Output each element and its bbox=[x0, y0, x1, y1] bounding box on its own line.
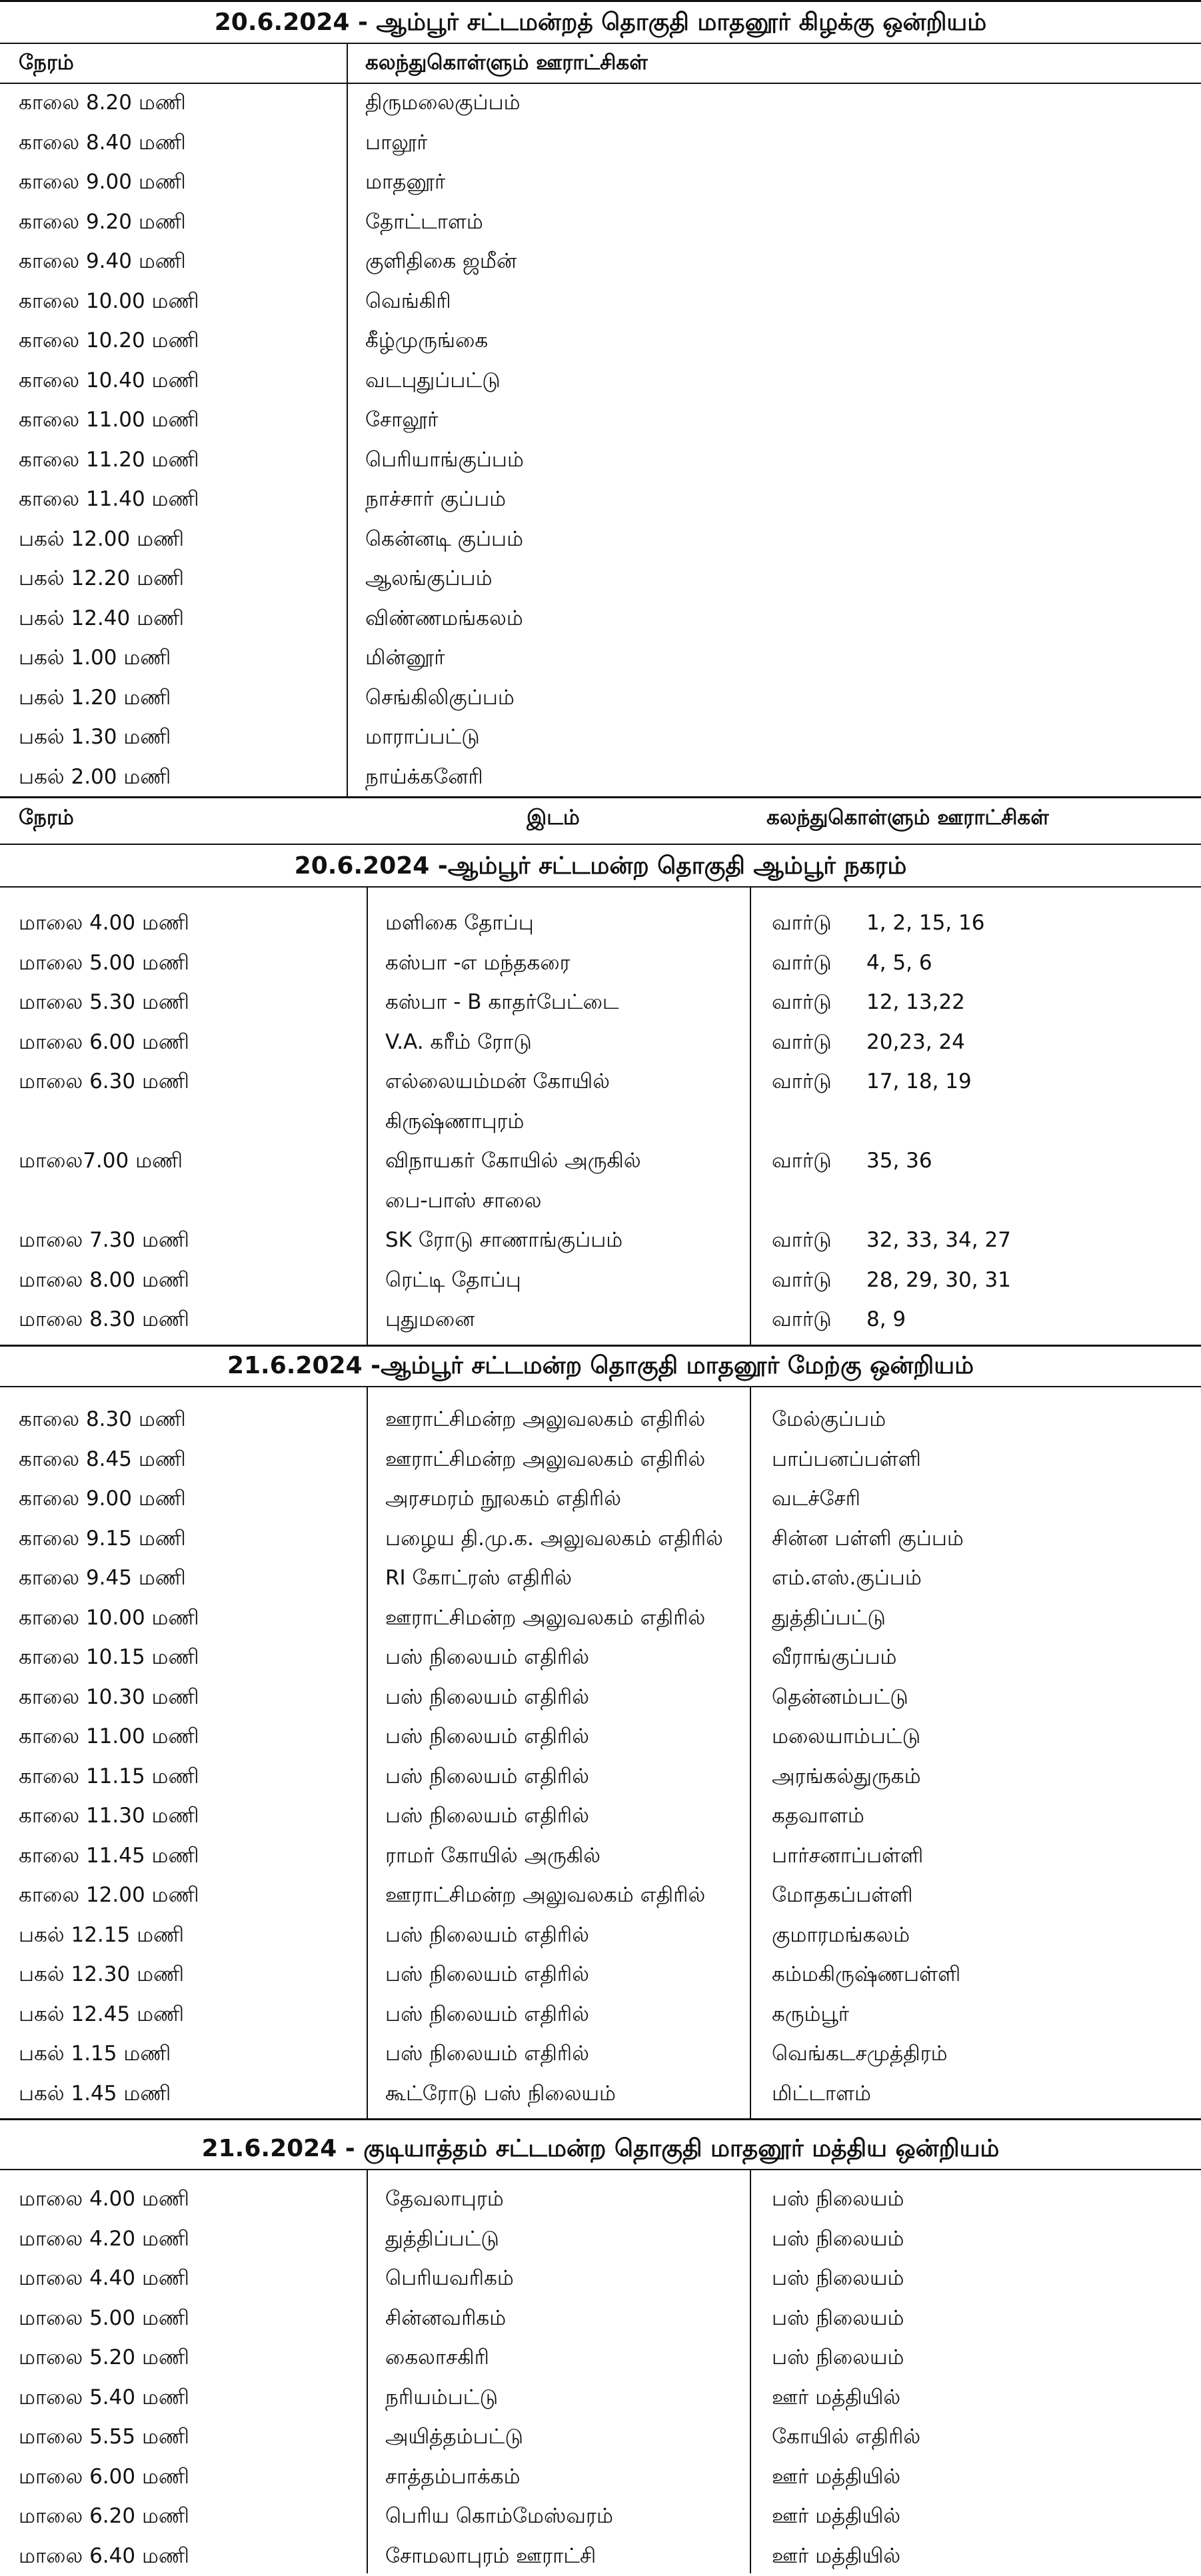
time-cell: காலை 11.00 மணி bbox=[19, 408, 199, 432]
panchayat-cell: வெங்கிரி bbox=[365, 289, 451, 313]
panchayat-cell: நாய்க்கனேரி bbox=[365, 764, 483, 789]
table-row bbox=[0, 2034, 1201, 2074]
table-row bbox=[0, 123, 1201, 163]
table-row bbox=[0, 1756, 1201, 1796]
table-row bbox=[0, 2417, 1201, 2457]
time-cell: காலை 8.20 மணி bbox=[19, 91, 186, 115]
time-cell: மாலை 5.20 மணி bbox=[19, 2345, 189, 2369]
panchayat-cell: மேல்குப்பம் bbox=[772, 1407, 886, 1431]
time-cell: பகல் 1.45 மணி bbox=[19, 2081, 171, 2106]
panchayat-cell: மோதகப்பள்ளி bbox=[772, 1883, 913, 1907]
time-cell: காலை 9.40 மணி bbox=[19, 249, 186, 273]
column-divider bbox=[347, 43, 348, 796]
table-row bbox=[0, 1677, 1201, 1717]
venue-cell: பஸ் நிலையம் எதிரில் bbox=[385, 1804, 589, 1828]
ward-label-cell: வார்டு bbox=[772, 1149, 832, 1173]
time-cell: காலை 8.40 மணி bbox=[19, 130, 186, 155]
column-divider bbox=[367, 2169, 368, 2573]
venue-cell: ஊராட்சிமன்ற அலுவலகம் எதிரில் bbox=[385, 1883, 706, 1907]
section2-title: 20.6.2024 -ஆம்பூர் சட்டமன்ற தொகுதி ஆம்பூர் நகரம் bbox=[294, 852, 907, 880]
venue-cell: துத்திப்பட்டு bbox=[385, 2226, 499, 2251]
panchayat-cell: மிட்டாளம் bbox=[772, 2081, 871, 2106]
location-cell: பஸ் நிலையம் bbox=[772, 2305, 904, 2330]
column-divider bbox=[750, 886, 751, 1345]
panchayat-cell: கென்னடி குப்பம் bbox=[365, 526, 524, 551]
venue-cell: மளிகை தோப்பு bbox=[385, 911, 534, 935]
table-row bbox=[0, 1519, 1201, 1559]
location-cell: ஊர் மத்தியில் bbox=[772, 2543, 901, 2568]
time-cell: மாலை 5.30 மணி bbox=[19, 990, 189, 1014]
time-cell: பகல் 12.20 மணி bbox=[19, 566, 185, 590]
time-cell: மாலை7.00 மணி bbox=[19, 1149, 183, 1173]
time-cell: காலை 9.45 மணி bbox=[19, 1566, 186, 1590]
table-row bbox=[0, 162, 1201, 202]
table-row bbox=[0, 943, 1201, 983]
panchayat-cell: மாதனூர் bbox=[365, 170, 446, 194]
venue-cell: எல்லையம்மன் கோயில் bbox=[385, 1069, 610, 1093]
table-row bbox=[0, 479, 1201, 519]
venue-cell: அரசமரம் நூலகம் எதிரில் bbox=[385, 1487, 621, 1511]
ward-label-cell: வார்டு bbox=[772, 1267, 832, 1292]
time-cell: காலை 11.15 மணி bbox=[19, 1764, 199, 1788]
panchayat-cell: மின்னூர் bbox=[365, 646, 445, 670]
venue-cell: கைலாசகிரி bbox=[385, 2345, 489, 2369]
panchayat-cell: கீழ்முருங்கை bbox=[365, 328, 489, 352]
table-row bbox=[0, 1875, 1201, 1915]
time-cell: காலை 9.00 மணி bbox=[19, 170, 186, 194]
time-cell: மாலை 8.30 மணி bbox=[19, 1307, 189, 1331]
venue-cell: ரெட்டி தோப்பு bbox=[385, 1267, 521, 1292]
time-cell: காலை 9.00 மணி bbox=[19, 1487, 186, 1511]
time-cell: மாலை 4.20 மணி bbox=[19, 2226, 189, 2251]
section4-title: 21.6.2024 - குடியாத்தம் சட்டமன்ற தொகுதி மாதனூர் மத்திய ஒன்றியம் bbox=[201, 2135, 1000, 2162]
time-cell: காலை 12.00 மணி bbox=[19, 1883, 199, 1907]
ward-label-cell: வார்டு bbox=[772, 1029, 832, 1054]
venue-cell: கூட்ரோடு பஸ் நிலையம் bbox=[385, 2081, 616, 2106]
location-cell: பஸ் நிலையம் bbox=[772, 2226, 904, 2251]
venue-cell: பஸ் நிலையம் எதிரில் bbox=[385, 1962, 589, 1986]
table-row bbox=[0, 1479, 1201, 1519]
venue-cell: விநாயகர் கோயில் அருகில் bbox=[385, 1149, 641, 1173]
table-row bbox=[0, 360, 1201, 400]
venue-cell: அயித்தம்பட்டு bbox=[385, 2425, 524, 2449]
time-cell: பகல் 2.00 மணி bbox=[19, 764, 171, 789]
table-row bbox=[0, 1716, 1201, 1756]
time-column-header: நேரம் bbox=[19, 806, 74, 830]
time-cell: மாலை 6.30 மணி bbox=[19, 1069, 189, 1093]
ward-numbers-cell: 12, 13,22 bbox=[866, 990, 965, 1014]
panchayat-cell: கரும்பூர் bbox=[772, 2002, 849, 2026]
table-row bbox=[0, 558, 1201, 598]
panchayat-cell: தோட்டாளம் bbox=[365, 209, 483, 234]
time-cell: காலை 8.45 மணி bbox=[19, 1447, 186, 1471]
table-row bbox=[0, 1954, 1201, 1994]
venue-cell: ஊராட்சிமன்ற அலுவலகம் எதிரில் bbox=[385, 1407, 706, 1431]
time-cell: காலை 10.00 மணி bbox=[19, 1605, 199, 1630]
table-row bbox=[0, 1220, 1201, 1260]
table-row bbox=[0, 400, 1201, 440]
panchayat-cell: பார்சனாப்பள்ளி bbox=[772, 1843, 924, 1868]
time-cell: பகல் 12.00 மணி bbox=[19, 526, 185, 551]
time-cell: பகல் 1.20 மணி bbox=[19, 685, 171, 710]
panchayat-cell: வடச்சேரி bbox=[772, 1487, 860, 1511]
table-row bbox=[0, 202, 1201, 242]
table-row bbox=[0, 241, 1201, 281]
ward-label-cell: வார்டு bbox=[772, 1307, 832, 1331]
venue-cell: ராமர் கோயில் அருகில் bbox=[385, 1843, 600, 1868]
table-row bbox=[0, 1637, 1201, 1677]
horizontal-rule bbox=[0, 886, 1201, 888]
venue-cell: பெரியவரிகம் bbox=[385, 2266, 514, 2290]
venue-cell: RI கோட்ரஸ் எதிரில் bbox=[385, 1566, 573, 1590]
location-cell: பஸ் நிலையம் bbox=[772, 2187, 904, 2211]
panchayat-cell: வெங்கடசமுத்திரம் bbox=[772, 2042, 948, 2066]
venue-cell: பஸ் நிலையம் எதிரில் bbox=[385, 2002, 589, 2026]
top-border bbox=[0, 0, 1201, 2]
time-cell: காலை 9.15 மணி bbox=[19, 1526, 186, 1551]
venue-cell: பழைய தி.மு.க. அலுவலகம் எதிரில் bbox=[385, 1526, 723, 1551]
ward-label-cell: வார்டு bbox=[772, 911, 832, 935]
venue-cell: பஸ் நிலையம் எதிரில் bbox=[385, 1684, 589, 1709]
venue-cell: பை-பாஸ் சாலை bbox=[385, 1188, 542, 1213]
time-cell: காலை 11.30 மணி bbox=[19, 1804, 199, 1828]
ward-label-cell: வார்டு bbox=[772, 1069, 832, 1093]
table-row bbox=[0, 1796, 1201, 1836]
time-cell: காலை 11.20 மணி bbox=[19, 447, 199, 472]
time-cell: பகல் 12.45 மணி bbox=[19, 2002, 185, 2026]
table-row bbox=[0, 1101, 1201, 1141]
time-cell: மாலை 5.00 மணி bbox=[19, 2305, 189, 2330]
panchayat-cell: துத்திப்பட்டு bbox=[772, 1605, 886, 1630]
panchayat-cell: மாராப்பட்டு bbox=[365, 725, 480, 749]
ward-numbers-cell: 1, 2, 15, 16 bbox=[866, 911, 985, 935]
panchayat-cell: சோலூர் bbox=[365, 408, 439, 432]
time-cell: பகல் 1.00 மணி bbox=[19, 646, 171, 670]
panchayat-cell: செங்கிலிகுப்பம் bbox=[365, 685, 515, 710]
panchayat-cell: பாப்பனப்பள்ளி bbox=[772, 1447, 921, 1471]
panchayat-cell: குளிதிகை ஜமீன் bbox=[365, 249, 517, 273]
venue-cell: புதுமனை bbox=[385, 1307, 475, 1331]
panchayat-cell: ஆலங்குப்பம் bbox=[365, 566, 493, 590]
time-cell: மாலை 4.00 மணி bbox=[19, 2187, 189, 2211]
table-row bbox=[0, 1022, 1201, 1062]
table-row bbox=[0, 1061, 1201, 1101]
section1-title: 20.6.2024 - ஆம்பூர் சட்டமன்றத் தொகுதி மாதனூர் கிழக்கு ஒன்றியம் bbox=[214, 9, 987, 36]
table-row bbox=[0, 717, 1201, 757]
venue-cell: ஊராட்சிமன்ற அலுவலகம் எதிரில் bbox=[385, 1447, 706, 1471]
panchayat-cell: வீராங்குப்பம் bbox=[772, 1645, 897, 1669]
ward-numbers-cell: 20,23, 24 bbox=[866, 1029, 965, 1054]
time-cell: காலை 10.00 மணி bbox=[19, 289, 199, 313]
horizontal-rule bbox=[0, 844, 1201, 845]
venue-cell: நரியம்பட்டு bbox=[385, 2385, 499, 2409]
table-row bbox=[0, 2219, 1201, 2259]
time-cell: மாலை 5.00 மணி bbox=[19, 950, 189, 975]
horizontal-rule bbox=[0, 2118, 1201, 2120]
panchayat-cell: விண்ணமங்கலம் bbox=[365, 606, 523, 630]
table-row bbox=[0, 1260, 1201, 1300]
time-cell: காலை 10.15 மணி bbox=[19, 1645, 199, 1669]
table-row bbox=[0, 2536, 1201, 2576]
ward-label-cell: வார்டு bbox=[772, 950, 832, 975]
table-row bbox=[0, 2337, 1201, 2377]
location-cell: ஊர் மத்தியில் bbox=[772, 2385, 901, 2409]
table-row bbox=[0, 281, 1201, 321]
panchayat-cell: நாச்சார் குப்பம் bbox=[365, 487, 507, 511]
table-row bbox=[0, 638, 1201, 678]
venue-cell: சாத்தம்பாக்கம் bbox=[385, 2464, 521, 2489]
panchayat-cell: திருமலைகுப்பம் bbox=[365, 91, 521, 115]
table-row bbox=[0, 2377, 1201, 2417]
panchayat-cell: தென்னம்பட்டு bbox=[772, 1684, 908, 1709]
venue-cell: பஸ் நிலையம் எதிரில் bbox=[385, 1922, 589, 1947]
panchayat-cell: வடபுதுப்பட்டு bbox=[365, 368, 501, 392]
panchayat-cell: பாலூர் bbox=[365, 130, 428, 155]
table-row bbox=[0, 1439, 1201, 1479]
ward-numbers-cell: 4, 5, 6 bbox=[866, 950, 932, 975]
location-cell: கோயில் எதிரில் bbox=[772, 2425, 921, 2449]
panchayat-cell: மலையாம்பட்டு bbox=[772, 1724, 921, 1748]
table-row bbox=[0, 83, 1201, 123]
ward-label-cell: வார்டு bbox=[772, 990, 832, 1014]
table-row bbox=[0, 321, 1201, 360]
panchayat-cell: கம்மகிருஷ்ணபள்ளி bbox=[772, 1962, 961, 1986]
table-row bbox=[0, 678, 1201, 718]
table-row bbox=[0, 1399, 1201, 1439]
venue-cell: சோமலாபுரம் ஊராட்சி bbox=[385, 2543, 597, 2568]
ward-numbers-cell: 35, 36 bbox=[866, 1149, 932, 1173]
time-cell: மாலை 6.20 மணி bbox=[19, 2504, 189, 2528]
panchayat-cell: பெரியாங்குப்பம் bbox=[365, 447, 524, 472]
section1-header-row bbox=[0, 43, 1201, 83]
table-row bbox=[0, 1299, 1201, 1339]
table-row bbox=[0, 519, 1201, 559]
table-row bbox=[0, 2258, 1201, 2298]
time-cell: மாலை 4.00 மணி bbox=[19, 911, 189, 935]
table-row bbox=[0, 903, 1201, 943]
column-divider bbox=[750, 1386, 751, 2118]
table-row bbox=[0, 1994, 1201, 2034]
time-cell: மாலை 4.40 மணி bbox=[19, 2266, 189, 2290]
time-cell: பகல் 1.15 மணி bbox=[19, 2042, 171, 2066]
venue-cell: பஸ் நிலையம் எதிரில் bbox=[385, 1764, 589, 1788]
time-cell: பகல் 12.30 மணி bbox=[19, 1962, 185, 1986]
time-cell: மாலை 5.40 மணி bbox=[19, 2385, 189, 2409]
time-cell: மாலை 7.30 மணி bbox=[19, 1228, 189, 1252]
venue-cell: பஸ் நிலையம் எதிரில் bbox=[385, 1645, 589, 1669]
ward-numbers-cell: 28, 29, 30, 31 bbox=[866, 1267, 1011, 1292]
venue-cell: ஊராட்சிமன்ற அலுவலகம் எதிரில் bbox=[385, 1605, 706, 1630]
table-row bbox=[0, 2298, 1201, 2338]
table-row bbox=[0, 2074, 1201, 2114]
location-cell: பஸ் நிலையம் bbox=[772, 2345, 904, 2369]
table-row bbox=[0, 1558, 1201, 1598]
time-cell: மாலை 6.00 மணி bbox=[19, 1029, 189, 1054]
venue-cell: கஸ்பா - B காதர்பேட்டை bbox=[385, 990, 619, 1014]
column-divider bbox=[367, 886, 368, 1345]
section3-title: 21.6.2024 -ஆம்பூர் சட்டமன்ற தொகுதி மாதனூர் மேற்கு ஒன்றியம் bbox=[227, 1352, 974, 1379]
section2-header-row bbox=[0, 798, 1201, 838]
column-divider bbox=[750, 2169, 751, 2573]
venue-cell: கஸ்பா -எ மந்தகரை bbox=[385, 950, 571, 975]
table-row bbox=[0, 598, 1201, 638]
time-cell: காலை 11.00 மணி bbox=[19, 1724, 199, 1748]
ward-numbers-cell: 17, 18, 19 bbox=[866, 1069, 972, 1093]
panchayat-cell: அரங்கல்துருகம் bbox=[772, 1764, 921, 1788]
venue-cell: சின்னவரிகம் bbox=[385, 2305, 507, 2330]
panchayat-cell: கதவாளம் bbox=[772, 1804, 864, 1828]
horizontal-rule bbox=[0, 2169, 1201, 2170]
column-divider bbox=[367, 1386, 368, 2118]
time-cell: காலை 9.20 மணி bbox=[19, 209, 186, 234]
venue-cell: பெரிய கொம்மேஸ்வரம் bbox=[385, 2504, 613, 2528]
location-cell: ஊர் மத்தியில் bbox=[772, 2464, 901, 2489]
location-cell: பஸ் நிலையம் bbox=[772, 2266, 904, 2290]
venue-column-header: இடம் bbox=[527, 806, 580, 830]
venue-cell: கிருஷ்ணாபுரம் bbox=[385, 1109, 525, 1133]
table-row bbox=[0, 1598, 1201, 1638]
time-cell: காலை 8.30 மணி bbox=[19, 1407, 186, 1431]
table-row bbox=[0, 1836, 1201, 1876]
table-row bbox=[0, 440, 1201, 480]
table-row bbox=[0, 982, 1201, 1022]
panchayat-column-header: கலந்துகொள்ளும் ஊராட்சிகள் bbox=[365, 51, 648, 75]
ward-numbers-cell: 32, 33, 34, 27 bbox=[866, 1228, 1011, 1252]
time-cell: பகல் 12.40 மணி bbox=[19, 606, 185, 630]
venue-cell: V.A. கரீம் ரோடு bbox=[385, 1029, 532, 1054]
table-row bbox=[0, 2179, 1201, 2219]
time-cell: காலை 11.45 மணி bbox=[19, 1843, 199, 1868]
ward-numbers-cell: 8, 9 bbox=[866, 1307, 906, 1331]
panchayat-cell: குமாரமங்கலம் bbox=[772, 1922, 910, 1947]
time-cell: மாலை 6.00 மணி bbox=[19, 2464, 189, 2489]
venue-cell: பஸ் நிலையம் எதிரில் bbox=[385, 2042, 589, 2066]
venue-cell: பஸ் நிலையம் எதிரில் bbox=[385, 1724, 589, 1748]
panchayat-cell: சின்ன பள்ளி குப்பம் bbox=[772, 1526, 964, 1551]
time-cell: காலை 10.40 மணி bbox=[19, 368, 199, 392]
table-row bbox=[0, 1181, 1201, 1221]
venue-cell: SK ரோடு சாணாங்குப்பம் bbox=[385, 1228, 623, 1252]
time-cell: காலை 10.20 மணி bbox=[19, 328, 199, 352]
table-row bbox=[0, 2457, 1201, 2497]
time-cell: பகல் 1.30 மணி bbox=[19, 725, 171, 749]
table-row bbox=[0, 2496, 1201, 2536]
table-row bbox=[0, 1141, 1201, 1181]
time-cell: மாலை 6.40 மணி bbox=[19, 2543, 189, 2568]
time-cell: மாலை 5.55 மணி bbox=[19, 2425, 189, 2449]
table-row bbox=[0, 757, 1201, 797]
location-cell: ஊர் மத்தியில் bbox=[772, 2504, 901, 2528]
venue-cell: தேவலாபுரம் bbox=[385, 2187, 504, 2211]
panchayat-cell: எம்.எஸ்.குப்பம் bbox=[772, 1566, 922, 1590]
ward-label-cell: வார்டு bbox=[772, 1228, 832, 1252]
time-cell: மாலை 8.00 மணி bbox=[19, 1267, 189, 1292]
time-cell: காலை 11.40 மணி bbox=[19, 487, 199, 511]
horizontal-rule bbox=[0, 1386, 1201, 1387]
table-row bbox=[0, 1915, 1201, 1955]
panchayat-column-header: கலந்துகொள்ளும் ஊராட்சிகள் bbox=[766, 806, 1050, 830]
time-column-header: நேரம் bbox=[19, 51, 74, 75]
time-cell: பகல் 12.15 மணி bbox=[19, 1922, 185, 1947]
time-cell: காலை 10.30 மணி bbox=[19, 1684, 199, 1709]
